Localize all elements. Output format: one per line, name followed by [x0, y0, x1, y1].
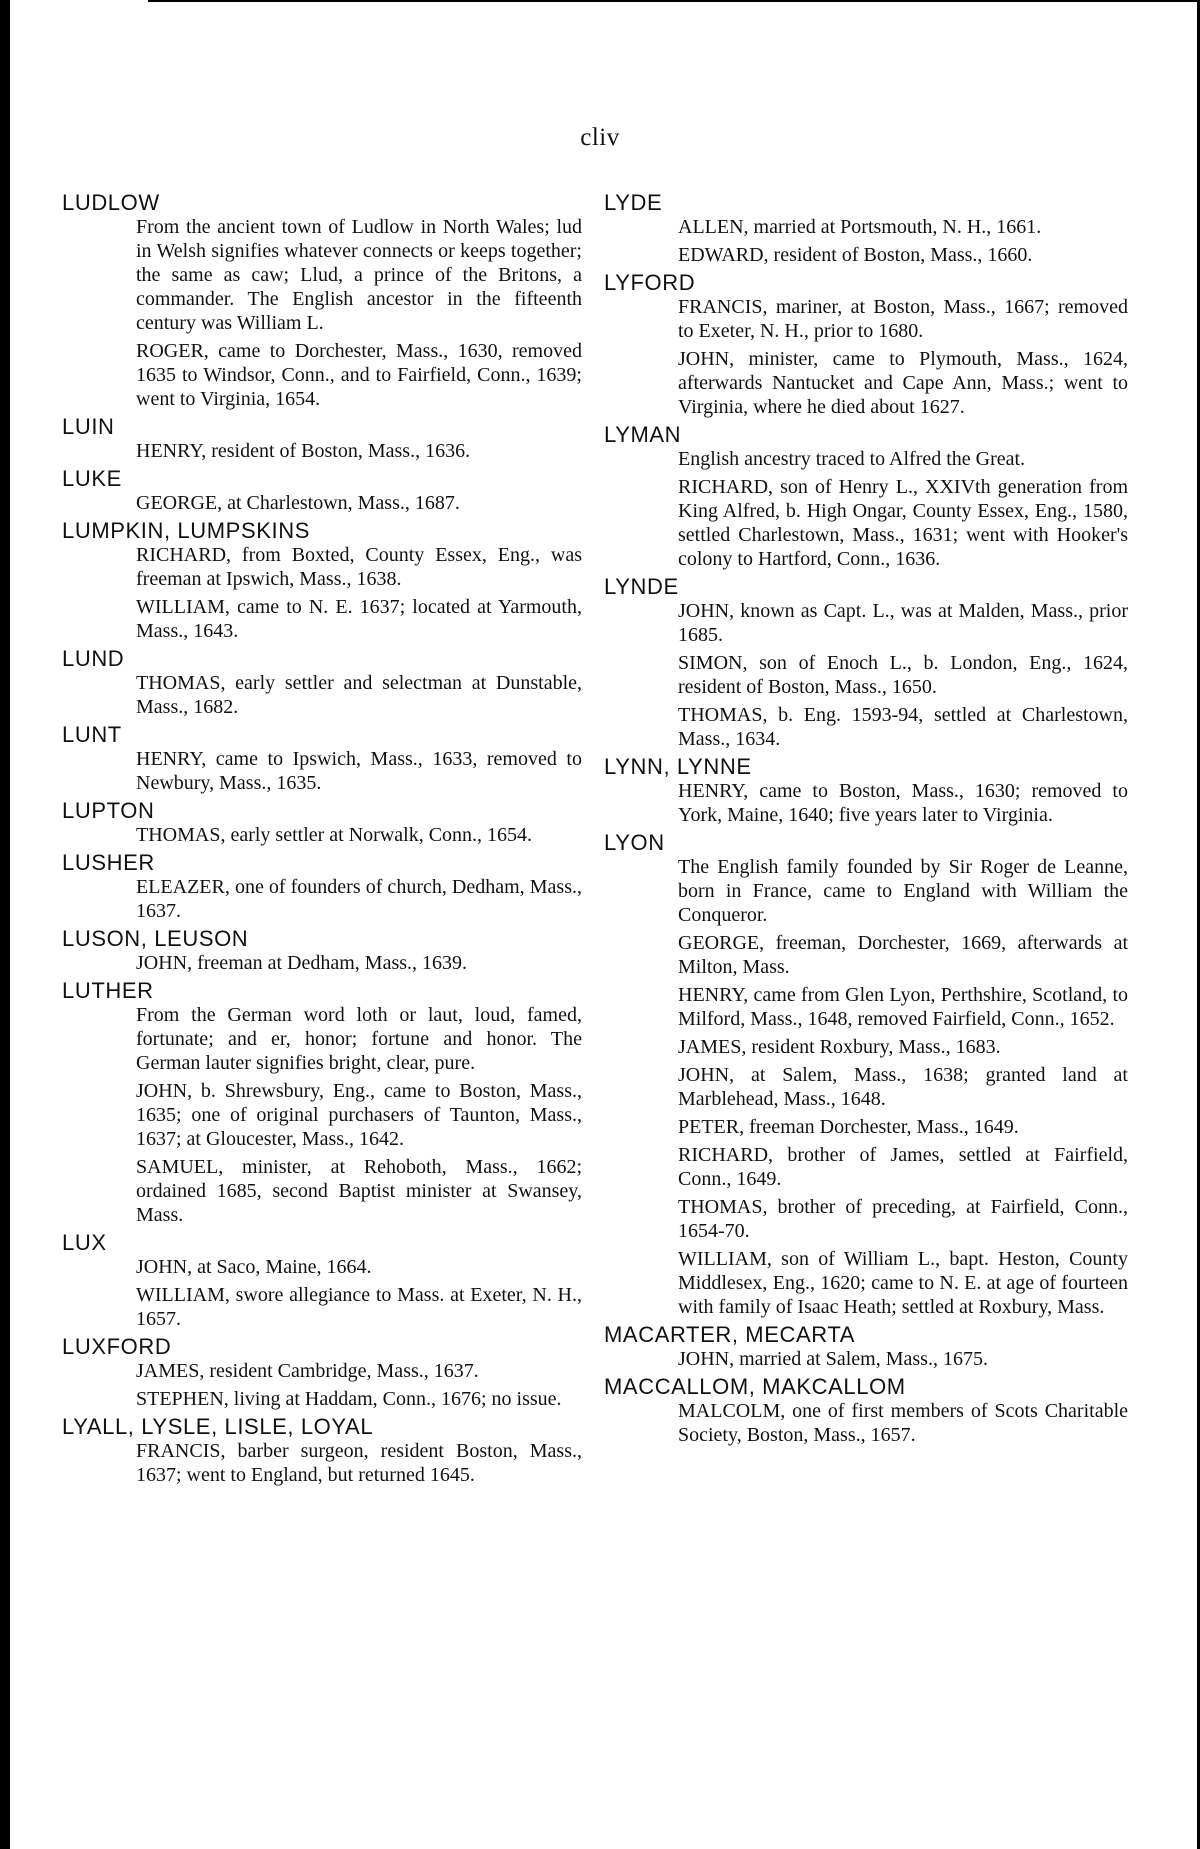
entry-paragraph: HENRY, came to Boston, Mass., 1630; removed to York, Maine, 1640; five years later to Virginia. — [678, 780, 1128, 826]
surname-entry — [604, 754, 1128, 827]
surname-heading: LUNT — [62, 722, 122, 747]
entry-paragraph: MALCOLM, one of first members of Scots Charitable Society, Boston, Mass., 1657. — [678, 1400, 1128, 1446]
surname-entry — [604, 190, 1128, 267]
surname-heading: LYNN, LYNNE — [604, 754, 752, 779]
surname-entry — [604, 422, 1128, 571]
entry-paragraph: From the German word loth or laut, loud, famed, fortunate; and er, honor; fortune and honor. The German lauter signifies bright, clear, pure. — [136, 1004, 582, 1074]
entry-paragraph: HENRY, resident of Boston, Mass., 1636. — [136, 440, 471, 462]
surname-heading: MACARTER, MECARTA — [604, 1322, 856, 1347]
surname-heading: LUIN — [62, 414, 115, 439]
entry-paragraph: SIMON, son of Enoch L., b. London, Eng., 1624, resident of Boston, Mass., 1650. — [678, 652, 1128, 698]
entry-paragraph: RICHARD, son of Henry L., XXIVth generation from King Alfred, b. High Ongar, County Essex, Eng., 1580, settled Charlestown, Mass., 1631; went with Hooker's colony to Hartford, Conn., 1636. — [678, 476, 1128, 570]
surname-entry — [62, 722, 582, 795]
entry-paragraph: RICHARD, from Boxted, County Essex, Eng., was freeman at Ipswich, Mass., 1638. — [136, 544, 582, 590]
page-number: cliv — [580, 124, 620, 151]
entry-paragraph: JOHN, married at Salem, Mass., 1675. — [678, 1348, 988, 1370]
entry-paragraph: WILLIAM, son of William L., bapt. Heston, County Middlesex, Eng., 1620; came to N. E. at age of fourteen with family of Isaac Heath; settled at Roxbury, Mass. — [678, 1248, 1128, 1318]
surname-entry — [62, 466, 582, 515]
surname-entry — [62, 926, 582, 975]
surname-heading: LYDE — [604, 190, 663, 215]
surname-entry — [62, 1414, 582, 1487]
surname-entry — [62, 190, 582, 411]
entry-paragraph: GEORGE, freeman, Dorchester, 1669, afterwards at Milton, Mass. — [678, 932, 1128, 978]
right-column — [604, 190, 1128, 1450]
scan-edge-top — [148, 0, 1200, 2]
entry-paragraph: RICHARD, brother of James, settled at Fairfield, Conn., 1649. — [678, 1144, 1128, 1190]
entry-paragraph: From the ancient town of Ludlow in North Wales; lud in Welsh signifies whatever connects or keeps together; the same as caw; Llud, a prince of the Britons, a commander. The English ancestor in the fifteenth century was William L. — [136, 216, 582, 334]
surname-entry — [62, 1334, 582, 1411]
entry-paragraph: STEPHEN, living at Haddam, Conn., 1676; no issue. — [136, 1388, 562, 1410]
surname-heading: LUND — [62, 646, 125, 671]
entry-paragraph: JOHN, b. Shrewsbury, Eng., came to Boston, Mass., 1635; one of original purchasers of Taunton, Mass., 1637; at Gloucester, Mass., 1642. — [136, 1080, 582, 1150]
entry-paragraph: JOHN, freeman at Dedham, Mass., 1639. — [136, 952, 468, 974]
entry-paragraph: WILLIAM, swore allegiance to Mass. at Exeter, N. H., 1657. — [136, 1284, 582, 1330]
surname-heading: LYFORD — [604, 270, 696, 295]
surname-entry — [604, 574, 1128, 751]
entry-paragraph: ELEAZER, one of founders of church, Dedham, Mass., 1637. — [136, 876, 582, 922]
entry-paragraph: THOMAS, early settler at Norwalk, Conn., 1654. — [136, 824, 533, 846]
entry-paragraph: PETER, freeman Dorchester, Mass., 1649. — [678, 1116, 1019, 1138]
entry-paragraph: ALLEN, married at Portsmouth, N. H., 1661. — [678, 216, 1042, 238]
entry-paragraph: WILLIAM, came to N. E. 1637; located at Yarmouth, Mass., 1643. — [136, 596, 582, 642]
surname-heading: LUSON, LEUSON — [62, 926, 249, 951]
entry-paragraph: English ancestry traced to Alfred the Great. — [678, 448, 1026, 470]
surname-heading: LUX — [62, 1230, 107, 1255]
surname-heading: LYALL, LYSLE, LISLE, LOYAL — [62, 1414, 374, 1439]
surname-heading: LUTHER — [62, 978, 154, 1003]
surname-heading: LYNDE — [604, 574, 679, 599]
surname-entry — [604, 1374, 1128, 1447]
left-column — [62, 190, 582, 1490]
entry-paragraph: JOHN, known as Capt. L., was at Malden, Mass., prior 1685. — [678, 600, 1128, 646]
surname-entry — [62, 798, 582, 847]
surname-heading: LYMAN — [604, 422, 682, 447]
surname-heading: LUDLOW — [62, 190, 160, 215]
entry-paragraph: FRANCIS, barber surgeon, resident Boston, Mass., 1637; went to England, but returned 1645. — [136, 1440, 582, 1486]
entry-paragraph: GEORGE, at Charlestown, Mass., 1687. — [136, 492, 460, 514]
entry-paragraph: EDWARD, resident of Boston, Mass., 1660. — [678, 244, 1033, 266]
entry-paragraph: HENRY, came from Glen Lyon, Perthshire, Scotland, to Milford, Mass., 1648, removed Fairfield, Conn., 1652. — [678, 984, 1128, 1030]
entry-paragraph: JOHN, minister, came to Plymouth, Mass., 1624, afterwards Nantucket and Cape Ann, Mass.; went to Virginia, where he died about 1627. — [678, 348, 1128, 418]
scan-edge-left — [0, 0, 10, 1849]
surname-entry — [62, 646, 582, 719]
surname-heading: LYON — [604, 830, 665, 855]
surname-entry — [62, 414, 582, 463]
surname-heading: MACCALLOM, MAKCALLOM — [604, 1374, 906, 1399]
entry-paragraph: FRANCIS, mariner, at Boston, Mass., 1667; removed to Exeter, N. H., prior to 1680. — [678, 296, 1128, 342]
entry-paragraph: THOMAS, b. Eng. 1593-94, settled at Charlestown, Mass., 1634. — [678, 704, 1128, 750]
surname-heading: LUMPKIN, LUMPSKINS — [62, 518, 310, 543]
surname-heading: LUPTON — [62, 798, 155, 823]
surname-entry — [62, 850, 582, 923]
entry-paragraph: SAMUEL, minister, at Rehoboth, Mass., 1662; ordained 1685, second Baptist minister at Swansey, Mass. — [136, 1156, 582, 1226]
surname-heading: LUKE — [62, 466, 122, 491]
entry-paragraph: HENRY, came to Ipswich, Mass., 1633, removed to Newbury, Mass., 1635. — [136, 748, 582, 794]
surname-heading: LUXFORD — [62, 1334, 172, 1359]
surname-entry — [604, 270, 1128, 419]
entry-paragraph: ROGER, came to Dorchester, Mass., 1630, removed 1635 to Windsor, Conn., and to Fairfield, Conn., 1639; went to Virginia, 1654. — [136, 340, 582, 410]
surname-entry — [62, 978, 582, 1227]
entry-paragraph: JOHN, at Salem, Mass., 1638; granted land at Marblehead, Mass., 1648. — [678, 1064, 1128, 1110]
surname-entry — [604, 1322, 1128, 1371]
entry-paragraph: JOHN, at Saco, Maine, 1664. — [136, 1256, 372, 1278]
entry-paragraph: The English family founded by Sir Roger de Leanne, born in France, came to England with William the Conqueror. — [678, 856, 1128, 926]
entry-paragraph: THOMAS, brother of preceding, at Fairfield, Conn., 1654-70. — [678, 1196, 1128, 1242]
surname-heading: LUSHER — [62, 850, 155, 875]
surname-entry — [604, 830, 1128, 1319]
surname-entry — [62, 1230, 582, 1331]
entry-paragraph: THOMAS, early settler and selectman at Dunstable, Mass., 1682. — [136, 672, 582, 718]
entry-paragraph: JAMES, resident Cambridge, Mass., 1637. — [136, 1360, 479, 1382]
entry-paragraph: JAMES, resident Roxbury, Mass., 1683. — [678, 1036, 1001, 1058]
surname-entry — [62, 518, 582, 643]
